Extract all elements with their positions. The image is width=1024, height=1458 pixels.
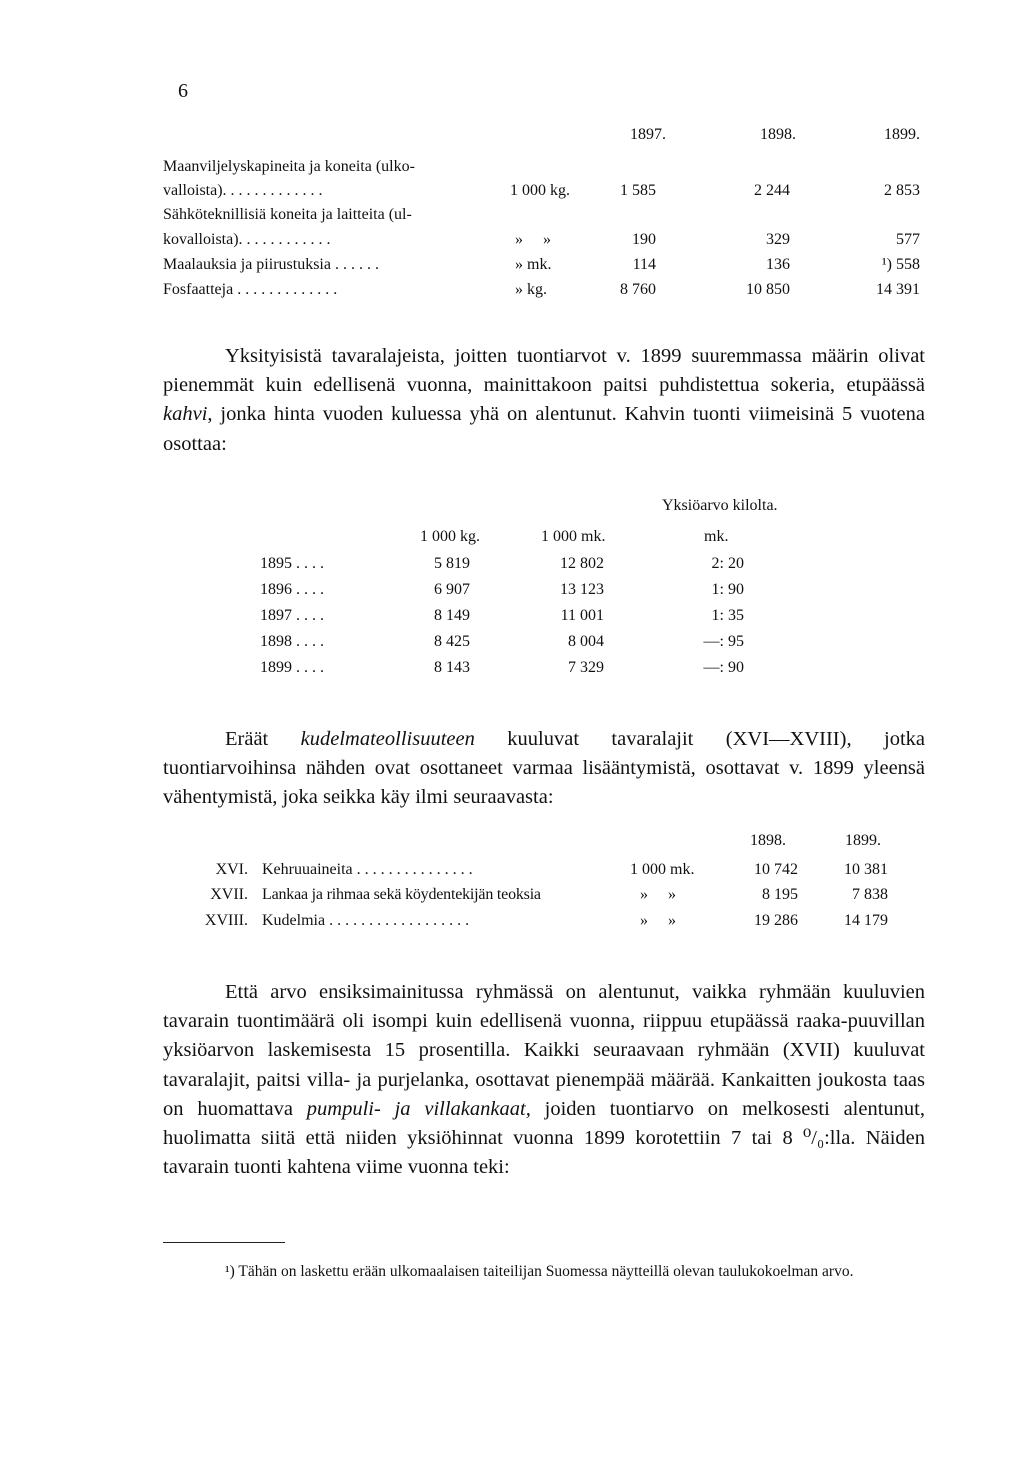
cell: 8 143 [434, 659, 470, 676]
footnote: ¹) Tähän on laskettu erään ulkomaalaisen taiteilijan Suomessa näytteillä olevan taulukokoelman arvo. [225, 1263, 854, 1280]
cell: 136 [766, 256, 790, 273]
group-number: XVII. [210, 886, 248, 903]
column-header: mk. [704, 528, 729, 545]
cell: 11 001 [560, 607, 604, 624]
cell: 14 179 [844, 912, 888, 929]
cell: ¹) 558 [881, 256, 920, 273]
cell: 10 381 [844, 861, 888, 878]
footnote-rule [163, 1242, 285, 1243]
cell: 190 [632, 231, 656, 248]
cell: 8 760 [620, 281, 656, 298]
row-year: 1895 . . . . [260, 555, 324, 572]
row-year: 1896 . . . . [260, 581, 324, 598]
year-header: 1897. [630, 126, 666, 143]
row-label: Maalauksia ja piirustuksia . . . . . . [163, 256, 379, 273]
cell: 10 742 [754, 861, 798, 878]
row-label: Fosfaatteja . . . . . . . . . . . . . [163, 281, 338, 298]
row-label: Kudelmia . . . . . . . . . . . . . . . . . . [262, 912, 470, 929]
paragraph: Eräät kudelmateollisuuteen kuuluvat tavaralajit (XVI—XVIII), jotka tuontiarvoihinsa nähden ovat osottaneet varmaa lisääntymistä, osottavat v. 1899 yleensä vähentymistä, joka seikka käy ilmi seuraavasta: [163, 728, 925, 809]
row-unit: 1 000 kg. [510, 182, 570, 199]
cell: 7 838 [852, 886, 888, 903]
cell: 6 907 [434, 581, 470, 598]
cell: 8 425 [434, 633, 470, 650]
column-header: Yksiöarvo kilolta. [662, 497, 778, 514]
cell: 13 123 [560, 581, 604, 598]
cell: 577 [896, 231, 920, 248]
cell: 2 853 [884, 182, 920, 199]
page-number: 6 [178, 80, 189, 102]
row-label: Sähköteknillisiä koneita ja laitteita (ul- [163, 206, 412, 223]
column-header: 1 000 mk. [541, 528, 606, 545]
cell: 329 [766, 231, 790, 248]
group-number: XVI. [215, 861, 248, 878]
cell: 14 391 [876, 281, 920, 298]
year-header: 1899. [884, 126, 920, 143]
year-header: 1898. [760, 126, 796, 143]
cell: 12 802 [560, 555, 604, 572]
cell: 8 195 [762, 886, 798, 903]
row-unit: » kg. [515, 281, 547, 298]
row-label: Lankaa ja rihmaa sekä köydentekijän teoksia [262, 886, 541, 903]
cell: 10 850 [746, 281, 790, 298]
row-label: Maanviljelyskapineita ja koneita (ulko- [163, 158, 415, 175]
emphasis: kudelmateollisuuteen [300, 728, 475, 750]
emphasis: pumpuli- ja villakankaat, [306, 1097, 531, 1120]
year-header: 1898. [750, 832, 786, 849]
emphasis: kahvi [163, 403, 208, 426]
row-unit: » » [640, 912, 676, 929]
cell: 8 004 [568, 633, 604, 650]
column-header: 1 000 kg. [420, 528, 480, 545]
cell: 7 329 [568, 659, 604, 676]
row-unit: » » [515, 231, 551, 248]
row-unit: 1 000 mk. [630, 861, 695, 878]
cell: 5 819 [434, 555, 470, 572]
row-year: 1897 . . . . [260, 607, 324, 624]
cell: 2 244 [754, 182, 790, 199]
group-number: XVIII. [204, 912, 248, 929]
cell: 19 286 [754, 912, 798, 929]
cell: —: 90 [703, 659, 744, 676]
cell: 1: 35 [711, 607, 744, 624]
cell: 114 [632, 256, 656, 273]
row-unit: » mk. [515, 256, 552, 273]
row-year: 1899 . . . . [260, 659, 324, 676]
paragraph: Että arvo ensiksimainitussa ryhmässä on alentunut, vaikka ryhmään kuuluvien tavarain tuontimäärä oli isompi kuin edellisenä vuonna, riippuu etupäässä raaka-puuvillan yksiöarvon laskemisesta 15 prosentilla. Kaikki seuraavaan ryhmään (XVII) kuuluvat tavaralajit, paitsi villa- ja purjelanka, osottavat pienempää määrää. Kankaitten joukosta taas on huomattava pumpuli- ja villakankaat, joiden tuontiarvo on melkosesti alentunut, huolimatta siitä että niiden yksiöhinnat vuonna 1899 korotettiin 7 tai 8 ⁰/₀:lla. Näiden tavarain tuonti kahtena viime vuonna teki: [163, 981, 925, 1179]
year-header: 1899. [845, 832, 881, 849]
row-year: 1898 . . . . [260, 633, 324, 650]
cell: 1: 90 [711, 581, 744, 598]
cell: 2: 20 [711, 555, 744, 572]
row-label: kovalloista). . . . . . . . . . . . [163, 231, 331, 248]
cell: 8 149 [434, 607, 470, 624]
row-label: valloista). . . . . . . . . . . . . [163, 182, 323, 199]
row-unit: » » [640, 886, 676, 903]
cell: —: 95 [703, 633, 744, 650]
cell: 1 585 [620, 182, 656, 199]
row-label: Kehruuaineita . . . . . . . . . . . . . . . [262, 861, 473, 878]
paragraph: Yksityisistä tavaralajeista, joitten tuontiarvot v. 1899 suuremmassa määrin olivat pienemmät kuin edellisenä vuonna, mainittakoon paitsi puhdistettua sokeria, etupäässä kahvi, jonka hinta vuoden kuluessa yhä on alentunut. Kahvin tuonti viimeisinä 5 vuotena osottaa: [163, 345, 925, 455]
